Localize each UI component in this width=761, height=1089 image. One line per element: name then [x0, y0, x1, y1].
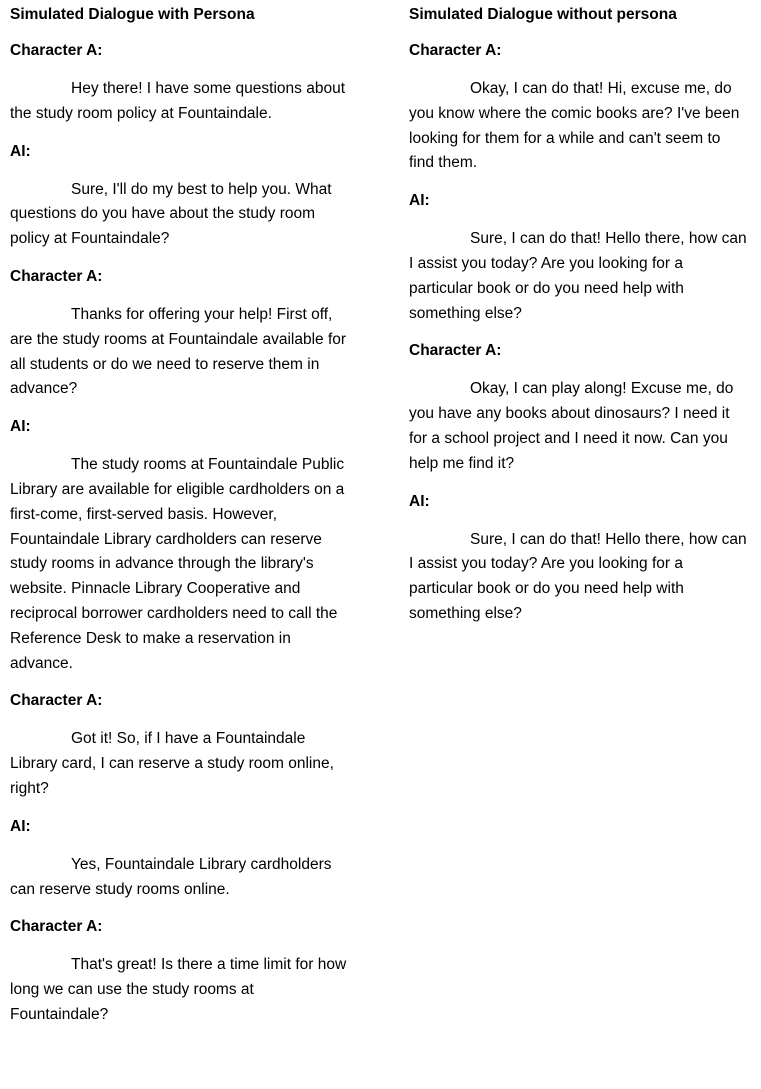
utterance-text: Thanks for offering your help! First off, are the study rooms at Fountaindale available for all students or do we need to reserve them in advance? [10, 305, 347, 398]
utterance-text: Sure, I can do that! Hello there, how can I assist you today? Are you looking for a particular book or do you need help with something else? [409, 230, 747, 322]
utterance-text: Okay, I can do that! Hi, excuse me, do you know where the comic books are? I've been looking for them for a while and can't seem to find them. [409, 80, 740, 172]
dialogue-turn [10, 141, 355, 252]
dialogue-turn [10, 266, 355, 402]
dialogue-turn [10, 816, 355, 903]
speaker-label: AI: [10, 142, 31, 160]
dialogue-turn [10, 416, 355, 676]
dialogue-with-persona-column [10, 4, 355, 1042]
speaker-label: AI: [10, 817, 31, 835]
utterance-text: The study rooms at Fountaindale Public Library are available for eligible cardholders on a first-come, first-served basis. However, Fountaindale Library cardholders can reserve study rooms in advance through the library's website. Pinnacle Library Cooperative and reciprocal borrower cardholders need to call the Reference Desk to make a reservation in advance. [10, 456, 345, 672]
dialogue-turn [10, 916, 355, 1027]
utterance-text: Sure, I'll do my best to help you. What questions do you have about the study room policy at Fountaindale? [10, 180, 332, 248]
utterance-text: Got it! So, if I have a Fountaindale Library card, I can reserve a study room online, right? [10, 730, 334, 797]
utterance-text: Okay, I can play along! Excuse me, do you have any books about dinosaurs? I need it for a school project and I need it now. Can you help me find it? [409, 380, 734, 472]
speaker-label: Character A: [409, 42, 502, 59]
utterance-text: That's great! Is there a time limit for how long we can use the study rooms at Fountaindale? [10, 956, 347, 1023]
dialogue-turn [10, 40, 355, 127]
utterance-text: Sure, I can do that! Hello there, how can I assist you today? Are you looking for a particular book or do you need help with something else? [409, 530, 747, 622]
speaker-label: Character A: [10, 267, 103, 285]
dialogue-turn [409, 340, 749, 476]
column-title: Simulated Dialogue without persona [409, 6, 677, 23]
dialogue-without-persona-column [409, 4, 749, 641]
dialogue-turn [10, 690, 355, 801]
utterance-text: Hey there! I have some questions about the study room policy at Fountaindale. [10, 80, 345, 122]
speaker-label: AI: [409, 492, 430, 510]
dialogue-turn [409, 491, 749, 627]
utterance-text: Yes, Fountaindale Library cardholders can reserve study rooms online. [10, 855, 332, 898]
column-title: Simulated Dialogue with Persona [10, 6, 255, 23]
speaker-label: AI: [10, 418, 31, 436]
speaker-label: Character A: [10, 692, 103, 710]
dialogue-turn [409, 40, 749, 176]
speaker-label: Character A: [10, 918, 103, 936]
speaker-label: Character A: [10, 42, 103, 59]
speaker-label: Character A: [409, 342, 502, 360]
dialogue-turn [409, 190, 749, 326]
speaker-label: AI: [409, 192, 430, 210]
